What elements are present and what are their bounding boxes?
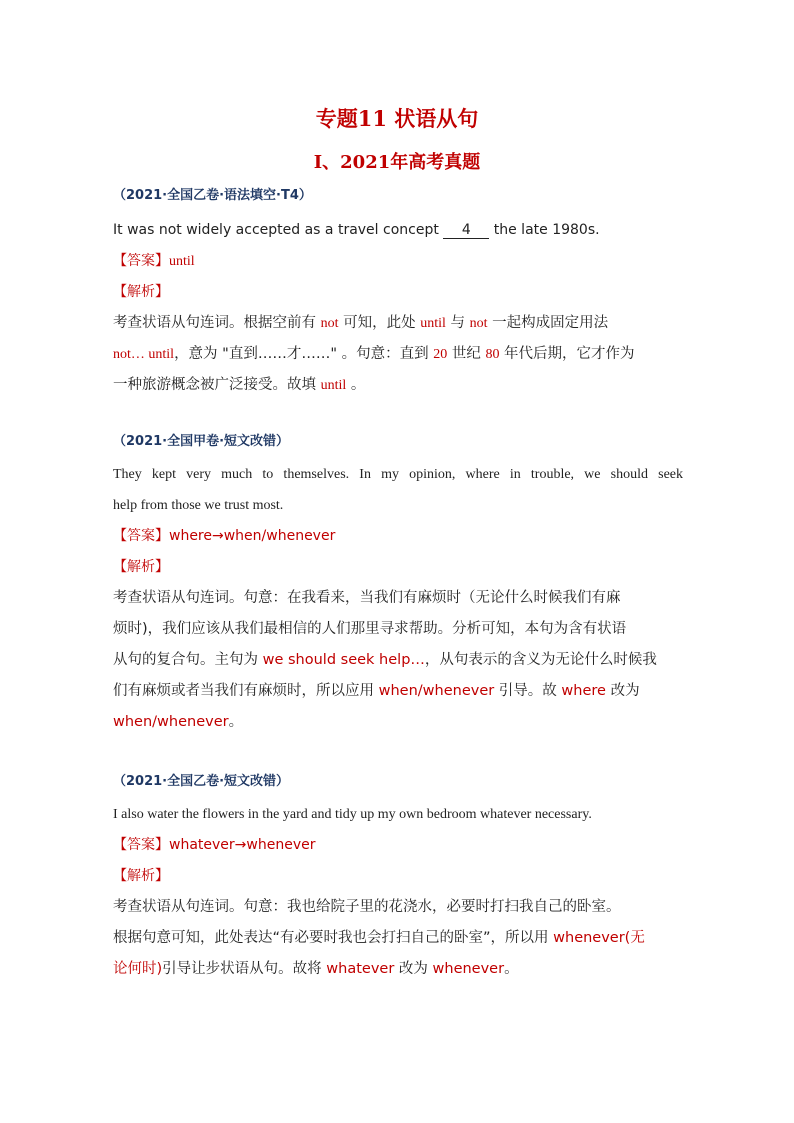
analysis-line: when/whenever。 (113, 714, 244, 730)
answer-value: whatever→whenever (169, 837, 316, 853)
question-3 (113, 772, 683, 985)
analysis-line: not… until，意为 "直到……才……" 。句意：直到 20 世纪 80 年代后期，它才作为 (113, 346, 635, 362)
question-stem: help from those we trust most. (113, 498, 284, 513)
analysis-label: 【解析】 (113, 559, 169, 575)
question-1 (113, 186, 683, 401)
answer-label: 【答案】 (113, 528, 169, 544)
answer-label: 【答案】 (113, 253, 169, 269)
question-stem: It was not widely accepted as a travel concept 4 the late 1980s. (113, 222, 600, 238)
question-2 (113, 432, 683, 738)
answer-blank: 4 (443, 222, 489, 239)
answer-value: where→when/whenever (169, 528, 336, 544)
page-title: 专题11 状语从句 (315, 106, 479, 131)
analysis-line: 考查状语从句连词。根据空前有 not 可知，此处 until 与 not 一起构成固定用法 (113, 315, 609, 331)
question-source: （2021·全国乙卷·语法填空·T4） (113, 188, 312, 203)
analysis-line: 们有麻烦或者当我们有麻烦时，所以应用 when/whenever 引导。故 where 改为 (113, 683, 640, 699)
answer-value: until (169, 254, 195, 269)
question-stem: They kept very much to themselves. In my opinion, where in trouble, we should seek (113, 467, 683, 482)
question-stem: I also water the flowers in the yard and tidy up my own bedroom whatever necessary. (113, 807, 592, 822)
section-title: I、2021年高考真题 (313, 152, 481, 173)
analysis-line: 烦时)，我们应该从我们最相信的人们那里寻求帮助。分析可知，本句为含有状语 (113, 621, 627, 637)
answer-label: 【答案】 (113, 837, 169, 853)
answer-row (113, 830, 683, 861)
analysis-label: 【解析】 (113, 284, 169, 300)
answer-row (113, 521, 683, 552)
analysis-line: 根据句意可知，此处表达“有必要时我也会打扫自己的卧室”，所以用 whenever(无 (113, 930, 645, 946)
analysis-line: 从句的复合句。主句为 we should seek help…，从句表示的含义为无论什么时候我 (113, 652, 657, 668)
answer-row (113, 246, 683, 277)
analysis-line: 考查状语从句连词。句意：在我看来，当我们有麻烦时（无论什么时候我们有麻 (113, 590, 621, 606)
analysis-line: 论何时)引导让步状语从句。故将 whatever 改为 whenever。 (113, 961, 519, 977)
question-source: （2021·全国乙卷·短文改错） (113, 774, 290, 789)
question-source: （2021·全国甲卷·短文改错） (113, 434, 290, 449)
analysis-line: 考查状语从句连词。句意：我也给院子里的花浇水，必要时打扫我自己的卧室。 (113, 899, 621, 915)
analysis-line: 一种旅游概念被广泛接受。故填 until 。 (113, 377, 366, 393)
analysis-label: 【解析】 (113, 868, 169, 884)
